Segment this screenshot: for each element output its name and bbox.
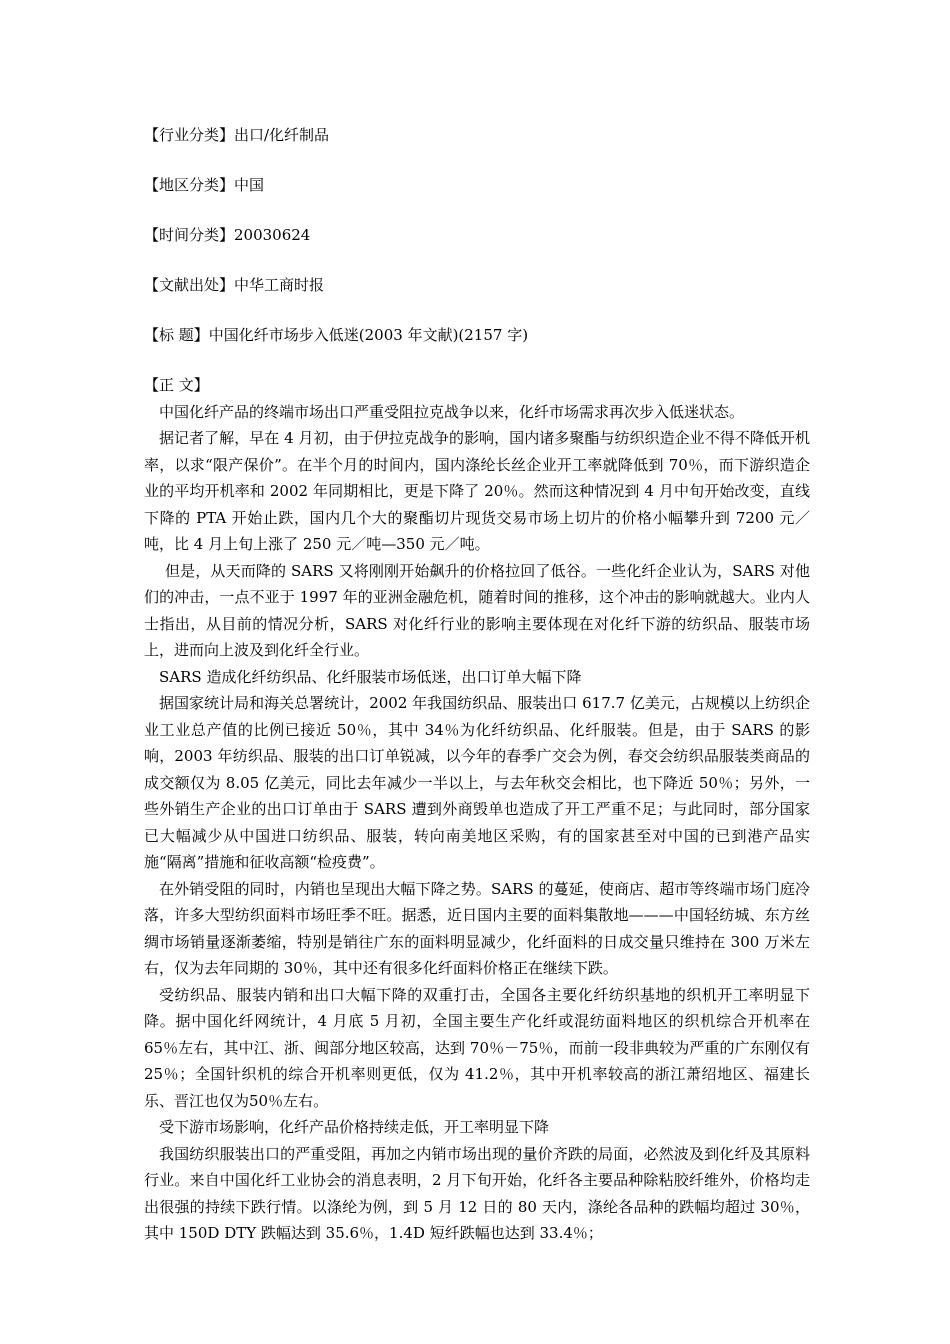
subheading-2: 受下游市场影响，化纤产品价格持续走低，开工率明显下降 (159, 1118, 550, 1136)
document-page (144, 122, 810, 1247)
time-category: 【时间分类】20030624 (144, 226, 311, 244)
paragraph-6: 受纺织品、服装内销和出口大幅下降的双重打击，全国各主要化纤纺织基地的织机开工率明显下降。据中国化纤网统计，4 月底 5 月初，全国主要生产化纤或混纺面料地区的织机综合开机率在 65％左右，其中江、浙、闽部分地区较高，达到 70％－75％，而前一段非典较为严重的广东刚仅有 25％；全国针织机的综合开机率则更低，仅为 41.2％，其中开机率较高的浙江萧绍地区、福建长乐、晋江也仅为50％左右。 (144, 985, 810, 1110)
paragraph-1: 中国化纤产品的终端市场出口严重受阻拉克战争以来，化纤市场需求再次步入低迷状态。 (159, 402, 745, 421)
industry-category: 【行业分类】出口/化纤制品 (144, 126, 330, 144)
paragraph-2: 据记者了解，早在 4 月初，由于伊拉克战争的影响，国内诸多聚酯与纺织织造企业不得不降低开机率，以求“限产保价”。在半个月的时间内，国内涤纶长丝企业开工率就降低到 70％，而下游织造企业的平均开机率和 2002 年同期相比，更是下降了 20％。然而这种情况到 4 月中旬开始改变，直线下降的 PTA 开始止跌，国内几个大的聚酯切片现货交易市场上切片的价格小幅攀升到 7200 元／吨，比 4 月上旬上涨了 250 元／吨—350 元／吨。 (144, 429, 810, 553)
subheading-1: SARS 造成化纤纺织品、化纤服装市场低迷，出口订单大幅下降 (159, 667, 582, 686)
paragraph-5: 在外销受阻的同时，内销也呈现出大幅下降之势。SARS 的蔓延，使商店、超市等终端市场门庭冷落，许多大型纺织面料市场旺季不旺。据悉，近日国内主要的面料集散地———中国轻纺城、东方丝绸市场销量逐渐萎缩，特别是销往广东的面料明显减少，化纤面料的日成交量只维持在 300 万米左右，仅为去年同期的 30％，其中还有很多化纤面料价格正在继续下跌。 (144, 879, 810, 977)
document-source: 【文献出处】中华工商时报 (144, 276, 325, 294)
document-title: 【标 题】中国化纤市场步入低迷(2003 年文献)(2157 字) (144, 326, 529, 344)
paragraph-4: 据国家统计局和海关总署统计，2002 年我国纺织品、服装出口 617.7 亿美元，占规模以上纺织企业工业总产值的比例已接近 50％，其中 34％为化纤纺织品、化纤服装。但是，由于 SARS 的影响，2003 年纺织品、服装的出口订单锐减，以今年的春季广交会为例，春交会纺织品服装类商品的成交额仅为 8.05 亿美元，同比去年减少一半以上，与去年秋交会相比，也下降近 50％；另外，一些外销生产企业的出口订单由于 SARS 遭到外商毁单也造成了开工严重不足；与此同时，部分国家已大幅减少从中国进口纺织品、服装，转向南美地区采购，有的国家甚至对中国的已到港产品实施“隔离”措施和征收高额“检疫费”。 (144, 694, 810, 871)
body-heading: 【正 文】 (144, 376, 209, 394)
paragraph-3: 但是，从天而降的 SARS 又将刚刚开始飙升的价格拉回了低谷。一些化纤企业认为，SARS 对他们的冲击，一点不亚于 1997 年的亚洲金融危机，随着时间的推移，这个冲击的影响就越大。业内人士指出，从目前的情况分析，SARS 对化纤行业的影响主要体现在对化纤下游的纺织品、服装市场上，进而向上波及到化纤全行业。 (144, 561, 810, 659)
paragraph-7: 我国纺织服装出口的严重受阻，再加之内销市场出现的量价齐跌的局面，必然波及到化纤及其原料行业。来自中国化纤工业协会的消息表明，2 月下旬开始，化纤各主要品种除粘胶纤维外，价格均走出很强的持续下跌行情。以涤纶为例，到 5 月 12 日的 80 天内，涤纶各品种的跌幅均超过 30％，其中 150D DTY 跌幅达到 35.6％，1.4D 短纤跌幅也达到 33.4％； (144, 1144, 810, 1242)
region-category: 【地区分类】中国 (144, 176, 265, 194)
